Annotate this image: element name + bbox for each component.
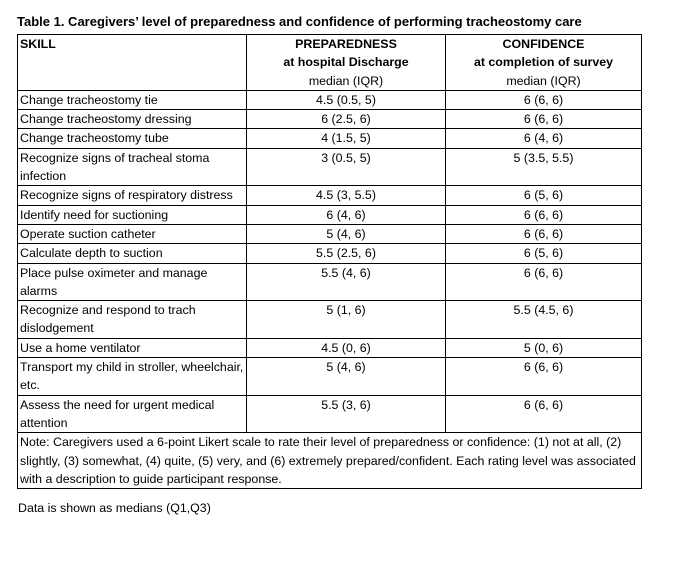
table-row <box>18 301 642 339</box>
preparedness-cell: 3 (0.5, 5) <box>247 148 446 186</box>
table-note-row <box>18 433 642 489</box>
preparedness-column-header <box>247 35 446 91</box>
confidence-column-header <box>446 35 642 91</box>
table-body <box>18 90 642 488</box>
table-row <box>18 110 642 129</box>
confidence-cell: 6 (6, 6) <box>446 110 642 129</box>
skill-cell: Recognize signs of respiratory distress <box>18 186 247 205</box>
confidence-header-subtitle: at completion of survey <box>473 55 614 70</box>
preparedness-cell: 6 (2.5, 6) <box>247 110 446 129</box>
table-row <box>18 244 642 263</box>
preparedness-cell: 4.5 (3, 5.5) <box>247 186 446 205</box>
preparedness-cell: 4 (1.5, 5) <box>247 129 446 148</box>
preparedness-cell: 5.5 (2.5, 6) <box>247 244 446 263</box>
confidence-header-statistic: median (IQR) <box>506 73 581 88</box>
preparedness-confidence-table <box>17 34 642 489</box>
skill-cell: Operate suction catheter <box>18 224 247 243</box>
table-row <box>18 90 642 109</box>
preparedness-header-statistic: median (IQR) <box>308 73 384 88</box>
confidence-cell: 6 (6, 6) <box>446 224 642 243</box>
confidence-cell: 6 (6, 6) <box>446 395 642 433</box>
preparedness-cell: 5 (1, 6) <box>247 301 446 339</box>
confidence-cell: 5 (0, 6) <box>446 338 642 357</box>
skill-cell: Recognize signs of tracheal stoma infection <box>18 148 247 186</box>
confidence-cell: 6 (6, 6) <box>446 263 642 301</box>
skill-cell: Calculate depth to suction <box>18 244 247 263</box>
confidence-cell: 5.5 (4.5, 6) <box>446 301 642 339</box>
table-row <box>18 224 642 243</box>
preparedness-cell: 4.5 (0.5, 5) <box>247 90 446 109</box>
table-row <box>18 395 642 433</box>
preparedness-cell: 6 (4, 6) <box>247 205 446 224</box>
table-row <box>18 338 642 357</box>
confidence-cell: 6 (5, 6) <box>446 186 642 205</box>
table-row <box>18 148 642 186</box>
preparedness-header-title: PREPAREDNESS <box>295 37 397 51</box>
skill-cell: Change tracheostomy dressing <box>18 110 247 129</box>
preparedness-cell: 5 (4, 6) <box>247 224 446 243</box>
confidence-cell: 6 (6, 6) <box>446 90 642 109</box>
preparedness-header-subtitle: at hospital Discharge <box>283 55 409 70</box>
confidence-cell: 6 (5, 6) <box>446 244 642 263</box>
skill-cell: Use a home ventilator <box>18 338 247 357</box>
confidence-cell: 6 (6, 6) <box>446 358 642 396</box>
table-note: Note: Caregivers used a 6-point Likert scale to rate their level of preparedness or confidence: (1) not at all, (2) slightly, (3) somewhat, (4) quite, (5) very, and (6) extremely prepared/confident. Each rating level was associated with a description to guide participant response. <box>18 433 642 489</box>
skill-cell: Recognize and respond to trach dislodgement <box>18 301 247 339</box>
table-footer-text: Data is shown as medians (Q1,Q3) <box>18 501 211 515</box>
skill-cell: Assess the need for urgent medical attention <box>18 395 247 433</box>
confidence-cell: 6 (6, 6) <box>446 205 642 224</box>
skill-cell: Place pulse oximeter and manage alarms <box>18 263 247 301</box>
table-row <box>18 263 642 301</box>
confidence-cell: 5 (3.5, 5.5) <box>446 148 642 186</box>
preparedness-cell: 5.5 (3, 6) <box>247 395 446 433</box>
skill-column-header: SKILL <box>18 35 247 91</box>
confidence-cell: 6 (4, 6) <box>446 129 642 148</box>
table-row <box>18 205 642 224</box>
table-header-row <box>18 35 642 91</box>
preparedness-cell: 5 (4, 6) <box>247 358 446 396</box>
skill-cell: Change tracheostomy tube <box>18 129 247 148</box>
skill-cell: Change tracheostomy tie <box>18 90 247 109</box>
table-caption: Table 1. Caregivers’ level of preparedness and confidence of performing tracheostomy care <box>17 14 582 29</box>
table-row <box>18 186 642 205</box>
preparedness-cell: 4.5 (0, 6) <box>247 338 446 357</box>
table-row <box>18 129 642 148</box>
confidence-header-title: CONFIDENCE <box>502 37 585 51</box>
table-row <box>18 358 642 396</box>
skill-cell: Identify need for suctioning <box>18 205 247 224</box>
skill-cell: Transport my child in stroller, wheelchair, etc. <box>18 358 247 396</box>
preparedness-cell: 5.5 (4, 6) <box>247 263 446 301</box>
